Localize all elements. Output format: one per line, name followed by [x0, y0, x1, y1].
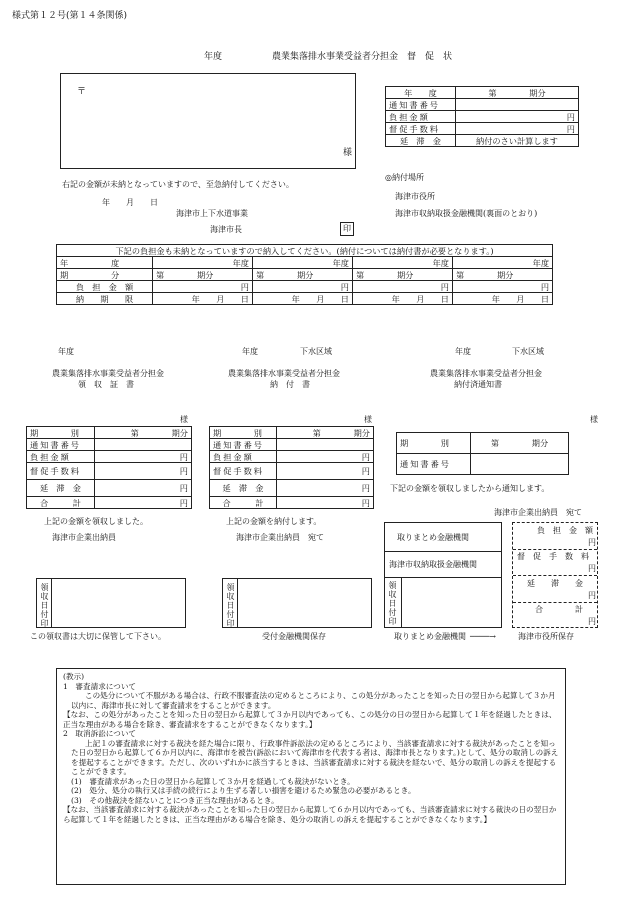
notice-bank-1: 取りまとめ金融機関 — [397, 533, 469, 542]
header-year-label: 年度 — [204, 52, 223, 62]
unpaid-caption: 下記の負担金も未納となっていますので納入してください。(納付については納付書が必要となります。) — [57, 245, 553, 257]
table-cell: 年度 — [153, 257, 253, 269]
table-cell: 督促手数料 — [386, 123, 456, 135]
table-cell — [277, 439, 374, 451]
notice-note: 下記の金額を領収しましたから通知します。 — [390, 484, 550, 493]
receipt-stamp-box — [36, 578, 186, 628]
table-cell: 円 — [253, 281, 353, 293]
table-cell: 第 期分 — [253, 269, 353, 281]
table-row — [27, 451, 192, 463]
receipt-note-2: 海津市企業出納員 — [52, 533, 116, 542]
table-cell — [456, 99, 579, 111]
form-number: 様式第１２号(第１４条関係) — [12, 11, 128, 21]
table-cell: 第 期分 — [453, 269, 553, 281]
table-row — [210, 463, 374, 480]
arrow-right-icon: ────→ — [470, 632, 496, 641]
table-cell: 年 月 日 — [253, 293, 353, 305]
table-cell: 年度 — [353, 257, 453, 269]
table-cell: 年度 — [453, 257, 553, 269]
table-cell: 延 滞 金 — [210, 480, 277, 497]
instructions-s1-title: 1 審査請求について — [63, 681, 137, 691]
receipt-honorific: 様 — [180, 415, 188, 424]
unpaid-row-amount — [57, 281, 553, 293]
table-cell: 円 — [277, 497, 374, 509]
info-row-notice-number — [386, 99, 579, 111]
slip-title-1: 農業集落排水事業受益者分担金 — [228, 369, 340, 378]
notice-addressee: 海津市企業出納員 宛て — [494, 508, 582, 517]
instructions-box — [56, 668, 566, 885]
table-row — [397, 454, 569, 475]
info-row-amount — [386, 111, 579, 123]
slip-year: 年度 — [242, 347, 258, 356]
table-cell: 円 — [95, 451, 192, 463]
table-cell: 年 月 日 — [353, 293, 453, 305]
table-cell: 第 期分 — [471, 433, 569, 454]
payment-place-2: 海津市収納取扱金融機関(裏面のとおり) — [395, 209, 538, 218]
table-cell: 負担金額 — [210, 451, 277, 463]
notice-district: 下水区域 — [512, 347, 544, 356]
table-cell: 督促手数料 — [27, 463, 95, 480]
receipt-title-2: 領 収 証 書 — [78, 380, 134, 389]
instructions-heading: (教示) — [63, 672, 85, 681]
receipt-footer: この領収書は大切に保管して下さい。 — [30, 632, 166, 641]
table-cell: 負担金額 — [27, 451, 95, 463]
notice-honorific: 様 — [590, 415, 598, 424]
table-cell: 円 — [95, 480, 192, 497]
slip-note-2: 海津市企業出納員 宛て — [236, 533, 324, 542]
table-cell: 第 期分 — [353, 269, 453, 281]
info-row-fee — [386, 123, 579, 135]
unpaid-table — [56, 244, 553, 305]
instructions-s2-note: 【なお、当該審査請求に対する裁決があったことを知った日の翌日から起算して６か月以内であっても、当該審査請求に対する裁決の日の翌日から起算して１年を経過したときは、正当な理由がある場合を除き、処分の取消しの訴えを提起することができなくなります。】 — [63, 805, 557, 824]
table-cell: 納 期 限 — [57, 293, 153, 305]
instructions-s2-body: 上記１の審査請求に対する裁決を経た場合に限り、行政事件訴訟法の定めるところにより、当該審査請求に対する裁決があったことを知った日の翌日から起算して６か月以内に、海津市を被告(訴訟において海津市を代表する者は、海津市長となります。)として、処分の取消しの訴えを提起することができます。ただし、次のいずれかに該当するときは、当該審査請求に対する裁決を経ないで、処分の取消しの訴えを提起することができます。 — [71, 738, 559, 776]
notice-table — [396, 432, 569, 475]
table-cell: 円 — [153, 281, 253, 293]
instructions-item-2: (2) 処分、処分の執行又は手続の続行により生ずる著しい損害を避けるため緊急の必要があるとき。 — [71, 786, 416, 795]
info-row-year — [386, 87, 579, 99]
table-row — [210, 451, 374, 463]
payment-place-heading: ◎納付場所 — [385, 173, 424, 182]
table-row — [27, 427, 192, 439]
table-cell: 円 — [456, 123, 579, 135]
table-row — [27, 439, 192, 451]
table-cell: 延 滞 金 — [386, 135, 456, 147]
page-title: 農業集落排水事業受益者分担金 督 促 状 — [272, 52, 453, 62]
slip-note-1: 上記の金額を納付します。 — [226, 517, 322, 526]
table-cell: 合 計 — [27, 497, 95, 509]
notice-amount-box: 負 担 金 額 円 督 促 手 数 料 円 延 滞 金 円 合 計 円 — [512, 522, 598, 628]
instructions-s1-body: この処分について不服がある場合は、行政不服審査法の定めるところにより、この処分があったことを知った日の翌日から起算して３か月以内に、海津市長に対して審査請求をすることができます。 — [71, 691, 556, 710]
instructions-item-1: (1) 審査請求があった日の翌日から起算して３か月を経過しても裁決がないとき。 — [71, 776, 355, 786]
unpaid-row-period — [57, 269, 553, 281]
unpaid-row-year — [57, 257, 553, 269]
address-honorific: 様 — [343, 148, 353, 158]
instructions-item-3: (3) その他裁決を経ないことにつき正当な理由があるとき。 — [71, 795, 279, 805]
table-cell: 年 度 — [386, 87, 456, 99]
notice-year: 年度 — [455, 347, 471, 356]
table-cell: 通知書番号 — [210, 439, 277, 451]
table-cell: 年 度 — [57, 257, 153, 269]
slip-title-2: 納 付 書 — [270, 380, 310, 389]
notice-title-1: 農業集落排水事業受益者分担金 — [430, 369, 542, 378]
table-row — [210, 480, 374, 497]
receipt-table — [26, 426, 192, 509]
instructions-s2-title: 2 取消訴訟について — [63, 729, 137, 738]
notice-flow-from: 取りまとめ金融機関 — [394, 632, 466, 641]
notice-bank-box — [384, 522, 502, 628]
table-cell: 円 — [453, 281, 553, 293]
receipt-title-1: 農業集落排水事業受益者分担金 — [52, 369, 164, 378]
table-cell: 年 月 日 — [453, 293, 553, 305]
table-cell: 通知書番号 — [27, 439, 95, 451]
slip-footer: 受付金融機関保存 — [262, 632, 326, 641]
table-cell: 円 — [277, 480, 374, 497]
table-cell: 年度 — [253, 257, 353, 269]
payment-place-1: 海津市役所 — [395, 192, 435, 201]
table-row — [27, 463, 192, 480]
slip-district: 下水区域 — [300, 347, 332, 356]
table-cell: 円 — [353, 281, 453, 293]
table-row — [397, 433, 569, 454]
table-cell: 第 期分 — [456, 87, 579, 99]
issuer-business: 海津市上下水道事業 — [176, 209, 248, 218]
notice-flow-to: 海津市役所保存 — [518, 632, 574, 641]
slip-stamp-label: 領収日付印 — [226, 583, 235, 628]
table-cell: 第 期分 — [153, 269, 253, 281]
table-cell: 合 計 — [210, 497, 277, 509]
table-cell: 円 — [277, 451, 374, 463]
slip-stamp-box — [222, 578, 372, 628]
postal-mark: 〒 — [77, 87, 87, 97]
slip-table — [209, 426, 374, 509]
table-cell: 円 — [95, 463, 192, 480]
table-cell: 負担金額 — [386, 111, 456, 123]
info-table — [385, 86, 579, 147]
unpaid-row-deadline — [57, 293, 553, 305]
official-seal: 印 — [340, 222, 354, 236]
table-row — [57, 245, 553, 257]
table-row — [210, 439, 374, 451]
table-cell: 延 滞 金 — [27, 480, 95, 497]
table-row — [27, 497, 192, 509]
table-cell: 負 担 金 額 — [57, 281, 153, 293]
receipt-note-1: 上記の金額を領収しました。 — [44, 517, 148, 526]
address-box — [60, 73, 356, 169]
info-row-late-fee — [386, 135, 579, 147]
table-cell: 通知書番号 — [397, 454, 471, 475]
notice-stamp-label: 領収日付印 — [388, 581, 397, 626]
table-cell: 期 別 — [210, 427, 277, 439]
table-cell: 期 分 — [57, 269, 153, 281]
table-cell: 年 月 日 — [153, 293, 253, 305]
table-cell: 円 — [95, 497, 192, 509]
table-cell: 円 — [277, 463, 374, 480]
table-cell: 円 — [456, 111, 579, 123]
instructions-s1-note: 【なお、この処分があったことを知った日の翌日から起算して３か月以内であっても、この処分の日の翌日から起算して１年を経過したときは、正当な理由がある場合を除き、審査請求をすることができなくなります。】 — [63, 710, 557, 729]
issuer-mayor: 海津市長 — [210, 225, 242, 234]
demand-message: 右記の金額が未納となっていますので、至急納付してください。 — [62, 180, 294, 189]
table-cell: 通知書番号 — [386, 99, 456, 111]
notice-title-2: 納付済通知書 — [454, 380, 502, 389]
table-row — [210, 427, 374, 439]
table-row — [27, 480, 192, 497]
table-cell: 納付のさい計算します — [456, 135, 579, 147]
table-cell — [471, 454, 569, 475]
table-cell: 期 別 — [27, 427, 95, 439]
table-cell: 第 期分 — [95, 427, 192, 439]
receipt-year: 年度 — [58, 347, 74, 356]
issue-date: 年 月 日 — [102, 198, 158, 207]
table-cell: 第 期分 — [277, 427, 374, 439]
notice-bank-2: 海津市収納取扱金融機関 — [389, 560, 477, 569]
table-cell — [95, 439, 192, 451]
table-row — [210, 497, 374, 509]
table-cell: 期 別 — [397, 433, 471, 454]
receipt-stamp-label: 領収日付印 — [40, 583, 49, 628]
slip-honorific: 様 — [364, 415, 372, 424]
table-cell: 督促手数料 — [210, 463, 277, 480]
